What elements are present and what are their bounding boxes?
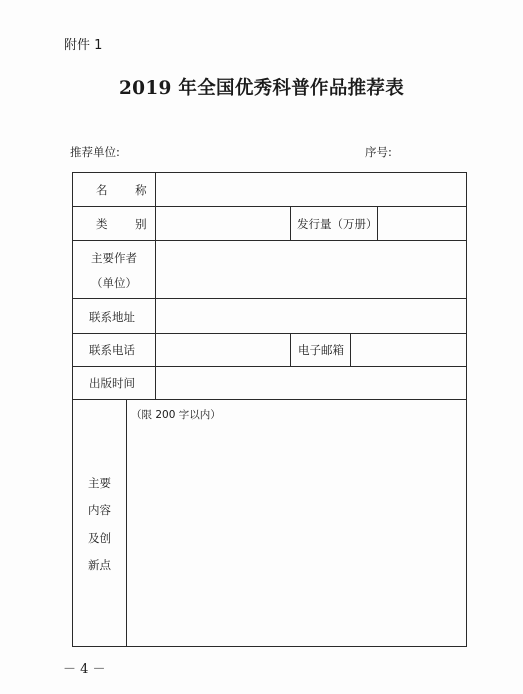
phone-input[interactable] — [156, 334, 290, 366]
content-label-line4: 新点 — [88, 558, 111, 572]
email-label: 电子邮箱 — [298, 343, 344, 357]
address-input[interactable] — [156, 299, 466, 333]
circulation-input[interactable] — [378, 207, 466, 240]
recommender-label: 推荐单位: — [70, 145, 120, 159]
phone-label: 联系电话 — [89, 343, 135, 357]
serial-label: 序号: — [365, 145, 392, 159]
attachment-label: 附件 1 — [64, 38, 103, 53]
content-label-line3: 及创 — [88, 531, 111, 545]
name-label: 名 称 — [96, 183, 159, 197]
author-label: 主要作者 — [91, 251, 137, 265]
table-border-left — [72, 172, 73, 647]
cell-divider — [290, 206, 291, 240]
author-unit-label: （单位） — [91, 276, 137, 290]
content-label-line1: 主要 — [88, 476, 111, 490]
category-input[interactable] — [156, 207, 290, 240]
email-input[interactable] — [351, 334, 466, 366]
table-border-right — [466, 172, 467, 647]
row-divider — [72, 399, 467, 400]
form-title: 2019 年全国优秀科普作品推荐表 — [118, 78, 405, 99]
content-label-line2: 内容 — [88, 503, 111, 517]
cell-divider — [290, 333, 291, 366]
category-label: 类 别 — [96, 217, 159, 231]
circulation-label: 发行量（万册） — [297, 217, 378, 231]
address-label: 联系地址 — [89, 310, 135, 324]
author-input[interactable] — [156, 241, 466, 298]
pubtime-input[interactable] — [156, 367, 466, 399]
name-input[interactable] — [156, 173, 466, 206]
table-border-bottom — [72, 646, 467, 647]
pubtime-label: 出版时间 — [89, 376, 135, 390]
content-textarea[interactable] — [127, 425, 466, 646]
content-hint: （限 200 字以内） — [131, 409, 221, 421]
page-number: － 4 － — [63, 662, 106, 677]
